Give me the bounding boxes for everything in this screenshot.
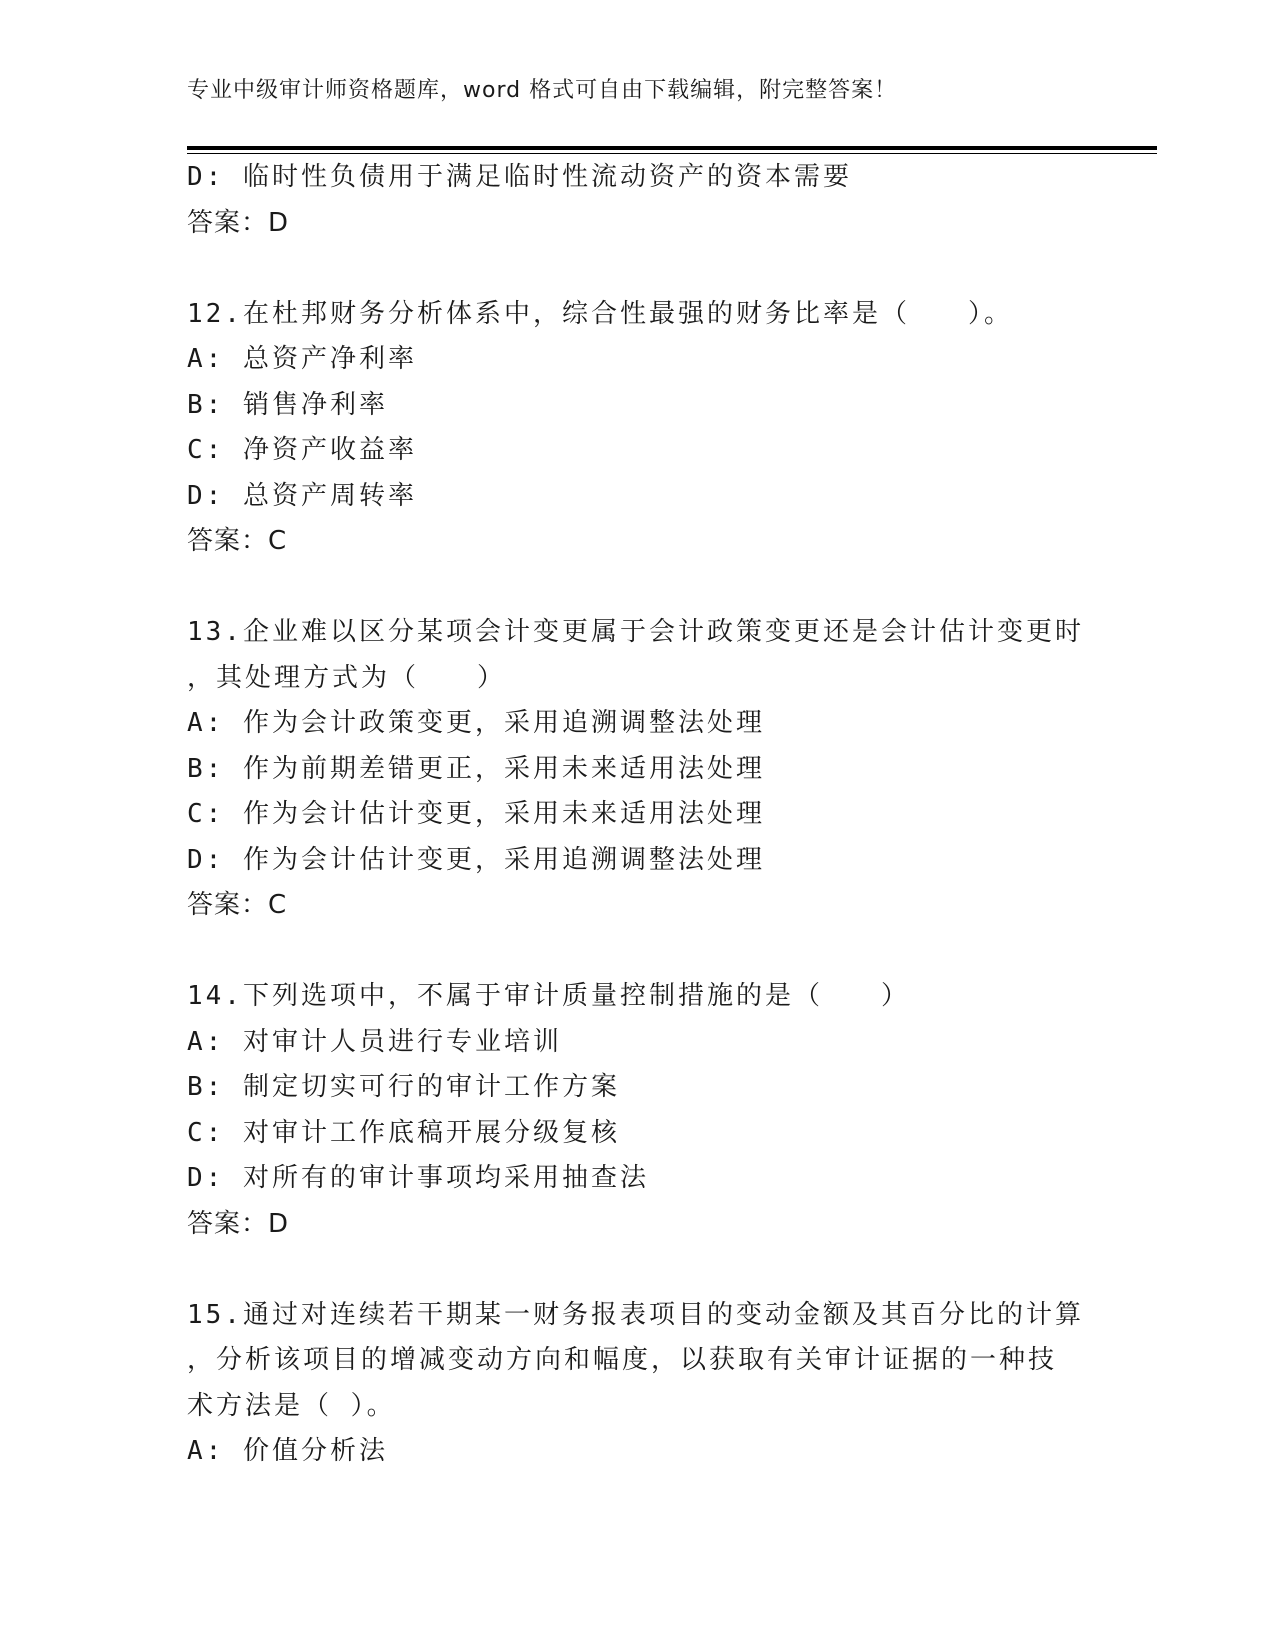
answer: 答案：D [187, 1208, 290, 1239]
header-rule-thick [187, 146, 1157, 150]
option-b: B: 制定切实可行的审计工作方案 [187, 1072, 620, 1102]
option-c: C: 净资产收益率 [187, 435, 417, 465]
question-stem: 14.下列选项中，不属于审计质量控制措施的是（ ） [187, 981, 910, 1011]
document-body [187, 155, 1087, 1475]
question-stem-cont: ，其处理方式为（ ） [187, 662, 507, 693]
question-stem: 13.企业难以区分某项会计变更属于会计政策变更还是会计估计变更时 [187, 617, 1084, 647]
spacer [187, 565, 1087, 611]
option-c: C: 对审计工作底稿开展分级复核 [187, 1117, 620, 1148]
option-b: B: 作为前期差错更正，采用未来适用法处理 [187, 753, 765, 784]
header-rule-thin [187, 153, 1157, 154]
option-c: C: 作为会计估计变更，采用未来适用法处理 [187, 799, 765, 829]
option-d: D: 对所有的审计事项均采用抽查法 [187, 1163, 649, 1193]
answer: 答案：C [187, 526, 288, 556]
question-stem: 15.通过对连续若干期某一财务报表项目的变动金额及其百分比的计算 [187, 1299, 1084, 1330]
option-a: A: 价值分析法 [187, 1436, 388, 1466]
question-stem-cont: 术方法是（ ）。 [187, 1390, 396, 1421]
option-d: D: 总资产周转率 [187, 480, 417, 511]
spacer [187, 246, 1087, 292]
question-stem: 12.在杜邦财务分析体系中，综合性最强的财务比率是（ ）。 [187, 298, 1013, 329]
answer: 答案：C [187, 890, 288, 920]
option-d: D: 作为会计估计变更，采用追溯调整法处理 [187, 844, 765, 875]
spacer [187, 1247, 1087, 1293]
spacer [187, 929, 1087, 975]
option-d: D: 临时性负债用于满足临时性流动资产的资本需要 [187, 162, 852, 192]
option-a: A: 对审计人员进行专业培训 [187, 1026, 562, 1057]
question-stem-cont: ，分析该项目的增减变动方向和幅度，以获取有关审计证据的一种技 [187, 1345, 1058, 1375]
option-a: A: 作为会计政策变更，采用追溯调整法处理 [187, 708, 765, 738]
option-a: A: 总资产净利率 [187, 344, 417, 374]
option-b: B: 销售净利率 [187, 389, 388, 420]
answer: 答案：D [187, 207, 290, 238]
page-header: 专业中级审计师资格题库，word 格式可自由下载编辑，附完整答案！ [187, 78, 898, 103]
